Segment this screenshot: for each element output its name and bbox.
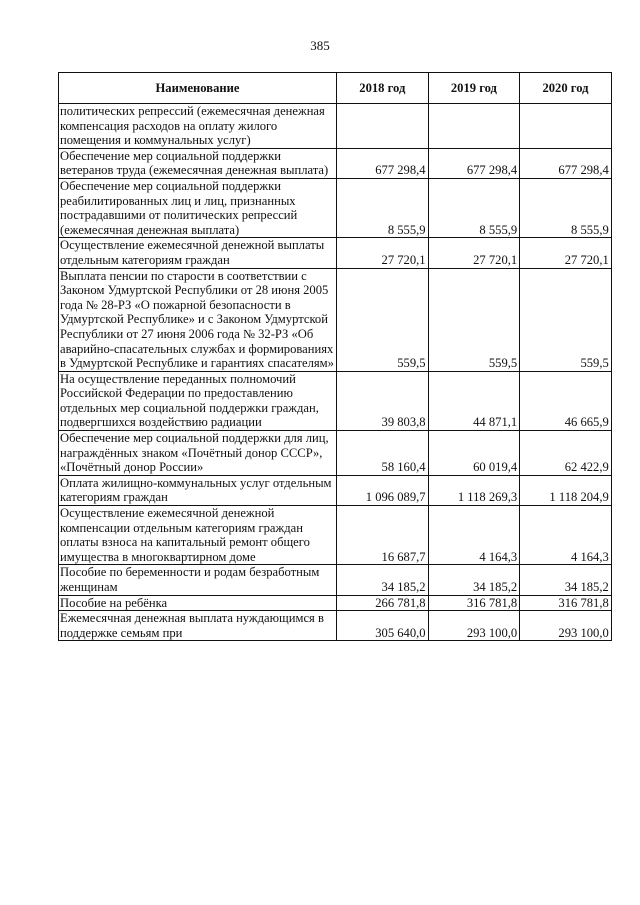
row-name: На осуществление переданных полномочий Российской Федерации по предоставлению отдельных мер социальной поддержки граждан, подвергшихся воздействию радиации — [59, 371, 337, 430]
header-2018: 2018 год — [337, 73, 429, 104]
row-name: Выплата пенсии по старости в соответствии с Законом Удмуртской Республики от 28 июня 2005 года № 28-РЗ «О пожарной безопасности в Удмуртской Республике» и с Законом Удмуртской Республики от 27 июня 2006 года № 32-РЗ «Об аварийно-спасательных службах и формированиях в Удмуртской Республике и гарантиях спасателям» — [59, 268, 337, 371]
row-name: Обеспечение мер социальной поддержки реабилитированных лиц и лиц, признанных пострадавшими от политических репрессий (ежемесячная денежная выплата) — [59, 178, 337, 237]
value-2018: 27 720,1 — [337, 238, 429, 268]
value-2018 — [337, 104, 429, 149]
table-row — [59, 595, 612, 611]
value-2018: 16 687,7 — [337, 506, 429, 565]
header-name: Наименование — [59, 73, 337, 104]
row-name: Оплата жилищно-коммунальных услуг отдельным категориям граждан — [59, 475, 337, 505]
value-2018: 8 555,9 — [337, 178, 429, 237]
budget-table — [58, 72, 612, 641]
table-row — [59, 431, 612, 476]
value-2018: 677 298,4 — [337, 148, 429, 178]
value-2018: 559,5 — [337, 268, 429, 371]
value-2020: 46 665,9 — [520, 371, 612, 430]
value-2018: 58 160,4 — [337, 431, 429, 476]
table-body — [59, 104, 612, 641]
row-name: Обеспечение мер социальной поддержки ветеранов труда (ежемесячная денежная выплата) — [59, 148, 337, 178]
value-2020: 293 100,0 — [520, 611, 612, 641]
row-name: Ежемесячная денежная выплата нуждающимся в поддержке семьям при — [59, 611, 337, 641]
value-2020: 677 298,4 — [520, 148, 612, 178]
table-header-row — [59, 73, 612, 104]
value-2019: 44 871,1 — [428, 371, 520, 430]
table-row — [59, 506, 612, 565]
value-2020: 559,5 — [520, 268, 612, 371]
table-row — [59, 238, 612, 268]
table-row — [59, 148, 612, 178]
value-2018: 305 640,0 — [337, 611, 429, 641]
value-2020: 27 720,1 — [520, 238, 612, 268]
value-2019: 34 185,2 — [428, 565, 520, 595]
value-2019: 60 019,4 — [428, 431, 520, 476]
table-row — [59, 268, 612, 371]
row-name: Обеспечение мер социальной поддержки для лиц, награждённых знаком «Почётный донор СССР», «Почётный донор России» — [59, 431, 337, 476]
value-2019: 8 555,9 — [428, 178, 520, 237]
value-2020: 8 555,9 — [520, 178, 612, 237]
value-2019: 677 298,4 — [428, 148, 520, 178]
value-2020: 62 422,9 — [520, 431, 612, 476]
value-2018: 266 781,8 — [337, 595, 429, 611]
value-2020: 4 164,3 — [520, 506, 612, 565]
value-2018: 39 803,8 — [337, 371, 429, 430]
header-2020: 2020 год — [520, 73, 612, 104]
table-row — [59, 104, 612, 149]
page-number: 385 — [310, 38, 330, 53]
table-row — [59, 178, 612, 237]
row-name: Пособие по беременности и родам безработным женщинам — [59, 565, 337, 595]
value-2019: 1 118 269,3 — [428, 475, 520, 505]
value-2018: 1 096 089,7 — [337, 475, 429, 505]
table-row — [59, 565, 612, 595]
value-2019: 293 100,0 — [428, 611, 520, 641]
row-name: Пособие на ребёнка — [59, 595, 337, 611]
value-2019 — [428, 104, 520, 149]
value-2019: 316 781,8 — [428, 595, 520, 611]
value-2019: 4 164,3 — [428, 506, 520, 565]
row-name: Осуществление ежемесячной денежной выплаты отдельным категориям граждан — [59, 238, 337, 268]
value-2020: 34 185,2 — [520, 565, 612, 595]
row-name: политических репрессий (ежемесячная денежная компенсация расходов на оплату жилого помещения и коммунальных услуг) — [59, 104, 337, 149]
value-2020 — [520, 104, 612, 149]
table-row — [59, 611, 612, 641]
value-2019: 559,5 — [428, 268, 520, 371]
table-row — [59, 371, 612, 430]
header-2019: 2019 год — [428, 73, 520, 104]
value-2020: 316 781,8 — [520, 595, 612, 611]
value-2018: 34 185,2 — [337, 565, 429, 595]
value-2019: 27 720,1 — [428, 238, 520, 268]
table-row — [59, 475, 612, 505]
value-2020: 1 118 204,9 — [520, 475, 612, 505]
row-name: Осуществление ежемесячной денежной компенсации отдельным категориям граждан оплаты взноса на капитальный ремонт общего имущества в многоквартирном доме — [59, 506, 337, 565]
